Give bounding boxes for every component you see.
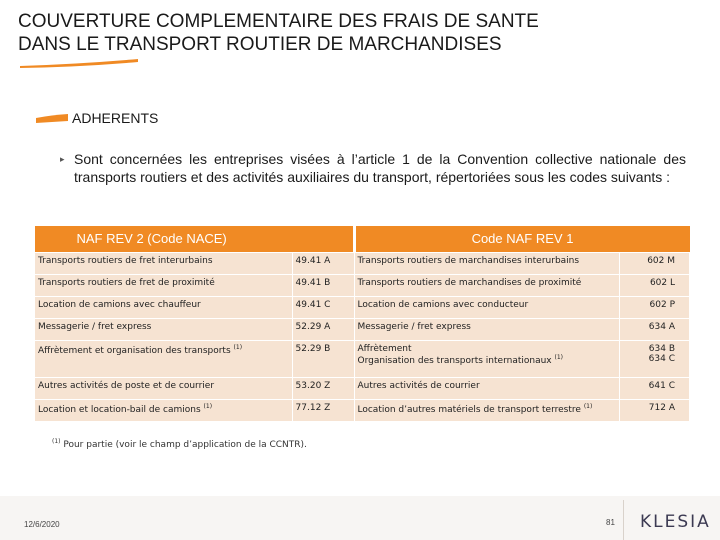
naf1-code-cell: [620, 340, 690, 377]
naf1-label-line2: Organisation des transports internationaux: [357, 355, 552, 366]
naf2-code: 52.29 B: [292, 340, 354, 377]
naf2-label-cell: [35, 399, 293, 421]
slide-title-line2: DANS LE TRANSPORT ROUTIER DE MARCHANDISES: [18, 34, 502, 55]
naf2-code: 49.41 C: [292, 296, 354, 318]
naf2-code: 49.41 B: [292, 274, 354, 296]
naf1-label: Transports routiers de marchandises interurbains: [354, 252, 620, 274]
footnote-ref: (1): [583, 402, 593, 410]
naf1-code: 641 C: [620, 377, 690, 399]
footnote-text: Pour partie (voir le champ d’application de la CCNTR).: [60, 440, 307, 450]
naf1-label: Affrètement: [357, 343, 412, 354]
naf1-code-line2: 634 C: [648, 353, 675, 364]
table-row: [35, 399, 690, 421]
bullet-text: Sont concernées les entreprises visées à l’article 1 de la Convention collective nationale des transports routiers et des activités auxiliaires du transport, répertoriées sous les codes suivants :: [74, 151, 686, 185]
section-marker-bar: [36, 114, 68, 123]
title-underline-swoosh: [20, 58, 138, 68]
naf2-label: Location de camions avec chauffeur: [35, 296, 293, 318]
naf1-code: 634 B: [648, 343, 675, 354]
footnote-marker: (1): [52, 438, 61, 445]
naf2-label: Transports routiers de fret interurbains: [35, 252, 293, 274]
table-header-row: [35, 226, 690, 252]
naf1-code: 634 A: [620, 318, 690, 340]
naf1-code: 602 L: [620, 274, 690, 296]
header-naf-rev2: NAF REV 2 (Code NACE): [35, 226, 355, 252]
naf1-code: 602 M: [620, 252, 690, 274]
naf2-label: Autres activités de poste et de courrier: [35, 377, 293, 399]
footnote-ref: (1): [233, 343, 243, 351]
table-row: [35, 340, 690, 377]
footnote-ref: (1): [203, 402, 213, 410]
slide-title: [18, 10, 708, 56]
footer-date: 12/6/2020: [24, 520, 60, 529]
naf2-label: Messagerie / fret express: [35, 318, 293, 340]
naf2-code: 77.12 Z: [292, 399, 354, 421]
naf1-label: Location d’autres matériels de transport terrestre: [357, 404, 581, 415]
naf1-label: Messagerie / fret express: [354, 318, 620, 340]
naf2-code: 53.20 Z: [292, 377, 354, 399]
table-row: [35, 377, 690, 399]
header-naf-rev1: Code NAF REV 1: [354, 226, 690, 252]
naf1-label-cell: [354, 399, 620, 421]
naf2-label-cell: [35, 340, 293, 377]
naf1-label-cell: [354, 340, 620, 377]
section-label: ADHERENTS: [72, 110, 159, 126]
naf2-code: 49.41 A: [292, 252, 354, 274]
naf1-code: 602 P: [620, 296, 690, 318]
footer-divider: [623, 500, 624, 540]
naf2-label: Transports routiers de fret de proximité: [35, 274, 293, 296]
table-row: [35, 252, 690, 274]
naf2-code: 52.29 A: [292, 318, 354, 340]
table-row: [35, 318, 690, 340]
slide-title-line1: COUVERTURE COMPLEMENTAIRE DES FRAIS DE SANTE: [18, 11, 539, 32]
naf1-code: 712 A: [620, 399, 690, 421]
bullet-paragraph: [60, 150, 686, 186]
bullet-arrow-icon: ▸: [60, 154, 65, 164]
page-number: 81: [606, 518, 615, 527]
table-row: [35, 274, 690, 296]
footnote-ref: (1): [554, 353, 563, 361]
naf-codes-table: [34, 226, 690, 422]
klesia-logo: KLESIA: [640, 512, 711, 532]
naf1-label: Transports routiers de marchandises de proximité: [354, 274, 620, 296]
naf1-label: Autres activités de courrier: [354, 377, 620, 399]
naf1-label: Location de camions avec conducteur: [354, 296, 620, 318]
naf2-label: Location et location-bail de camions: [38, 404, 201, 415]
naf2-label: Affrètement et organisation des transports: [38, 345, 231, 356]
table-row: [35, 296, 690, 318]
footnote: [52, 438, 307, 450]
